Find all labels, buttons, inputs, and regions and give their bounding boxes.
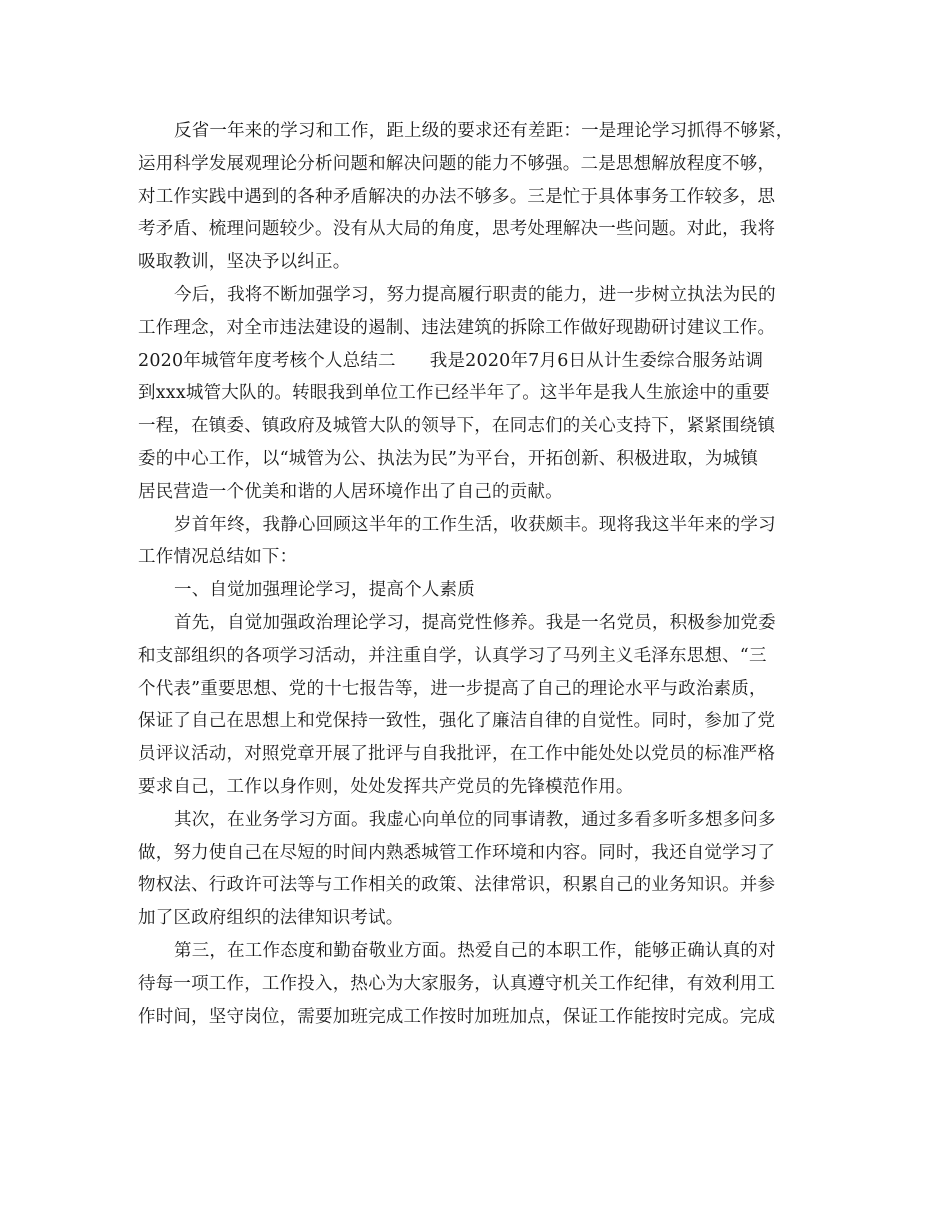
text-line: 今后，我将不断加强学习，努力提高履行职责的能力，进一步树立执法为民的 xyxy=(174,284,776,305)
text-line xyxy=(138,345,818,378)
text-line: 委的中心工作，以“城管为公、执法为民”为平台，开拓创新、积极进取，为城镇 xyxy=(138,448,759,469)
text-line: 待每一项工作，工作投入，热心为大家服务，认真遵守机关工作纪律，有效利用工 xyxy=(138,973,776,994)
text-line: 工作理念，对全市违法建设的遏制、违法建筑的拆除工作做好现勘研讨建议工作。 xyxy=(138,317,776,338)
text-line: 首先，自觉加强政治理论学习，提高党性修养。我是一名党员，积极参加党委 xyxy=(174,612,776,633)
text-line: 对工作实践中遇到的各种矛盾解决的办法不够多。三是忙于具体事务工作较多，思 xyxy=(138,186,776,207)
text-line: 吸取教训，坚决予以纠正。 xyxy=(138,252,351,273)
text-line: 员评议活动，对照党章开展了批评与自我批评，在工作中能处处以党员的标准严格 xyxy=(138,744,776,765)
text-line: 考矛盾、梳理问题较少。没有从大局的角度，思考处理解决一些问题。对此，我将 xyxy=(138,219,776,240)
text-line: 第三，在工作态度和勤奋敬业方面。热爱自己的本职工作，能够正确认真的对 xyxy=(174,940,776,961)
text-line: 岁首年终，我静心回顾这半年的工作生活，收获颇丰。现将我这半年来的学习 xyxy=(174,514,776,535)
text-line: 物权法、行政许可法等与工作相关的政策、法律常识，积累自己的业务知识。并参 xyxy=(138,875,776,896)
text-line: 其次，在业务学习方面。我虚心向单位的同事请教，通过多看多听多想多问多 xyxy=(174,809,776,830)
text-line: 做，努力使自己在尽短的时间内熟悉城管工作环境和内容。同时，我还自觉学习了 xyxy=(138,842,776,863)
text-line: 到xxx城管大队的。转眼我到单位工作已经半年了。这半年是我人生旅途中的重要 xyxy=(138,383,771,404)
text-line: 要求自己，工作以身作则，处处发挥共产党员的先锋模范作用。 xyxy=(138,776,634,797)
subheading: 一、自觉加强理论学习，提高个人素质 xyxy=(174,580,475,601)
text-line: 保证了自己在思想上和党保持一致性，强化了廉洁自律的自觉性。同时，参加了党 xyxy=(138,711,776,732)
text-segment: 我是2020年7月6日从计生委综合服务站调 xyxy=(429,350,764,371)
text-line: 作时间，坚守岗位，需要加班完成工作按时加班加点，保证工作能按时完成。完成 xyxy=(138,1006,776,1027)
text-line: 反省一年来的学习和工作，距上级的要求还有差距：一是理论学习抓得不够紧， xyxy=(174,121,794,141)
text-line: 运用科学发展观理论分析问题和解决问题的能力不够强。二是思想解放程度不够， xyxy=(138,153,776,174)
text-line: 个代表”重要思想、党的十七报告等，进一步提高了自己的理论水平与政治素质， xyxy=(138,678,767,699)
section-heading: 2020年城管年度考核个人总结二 xyxy=(138,350,396,371)
text-line: 和支部组织的各项学习活动，并注重自学，认真学习了马列主义毛泽东思想、“三 xyxy=(138,645,767,666)
text-line: 加了区政府组织的法律知识考试。 xyxy=(138,908,404,929)
text-line: 工作情况总结如下： xyxy=(138,547,298,568)
text-line: 居民营造一个优美和谐的人居环境作出了自己的贡献。 xyxy=(138,481,563,502)
text-line: 一程，在镇委、镇政府及城管大队的领导下，在同志们的关心支持下，紧紧围绕镇 xyxy=(138,416,776,437)
body-text xyxy=(138,115,818,1033)
